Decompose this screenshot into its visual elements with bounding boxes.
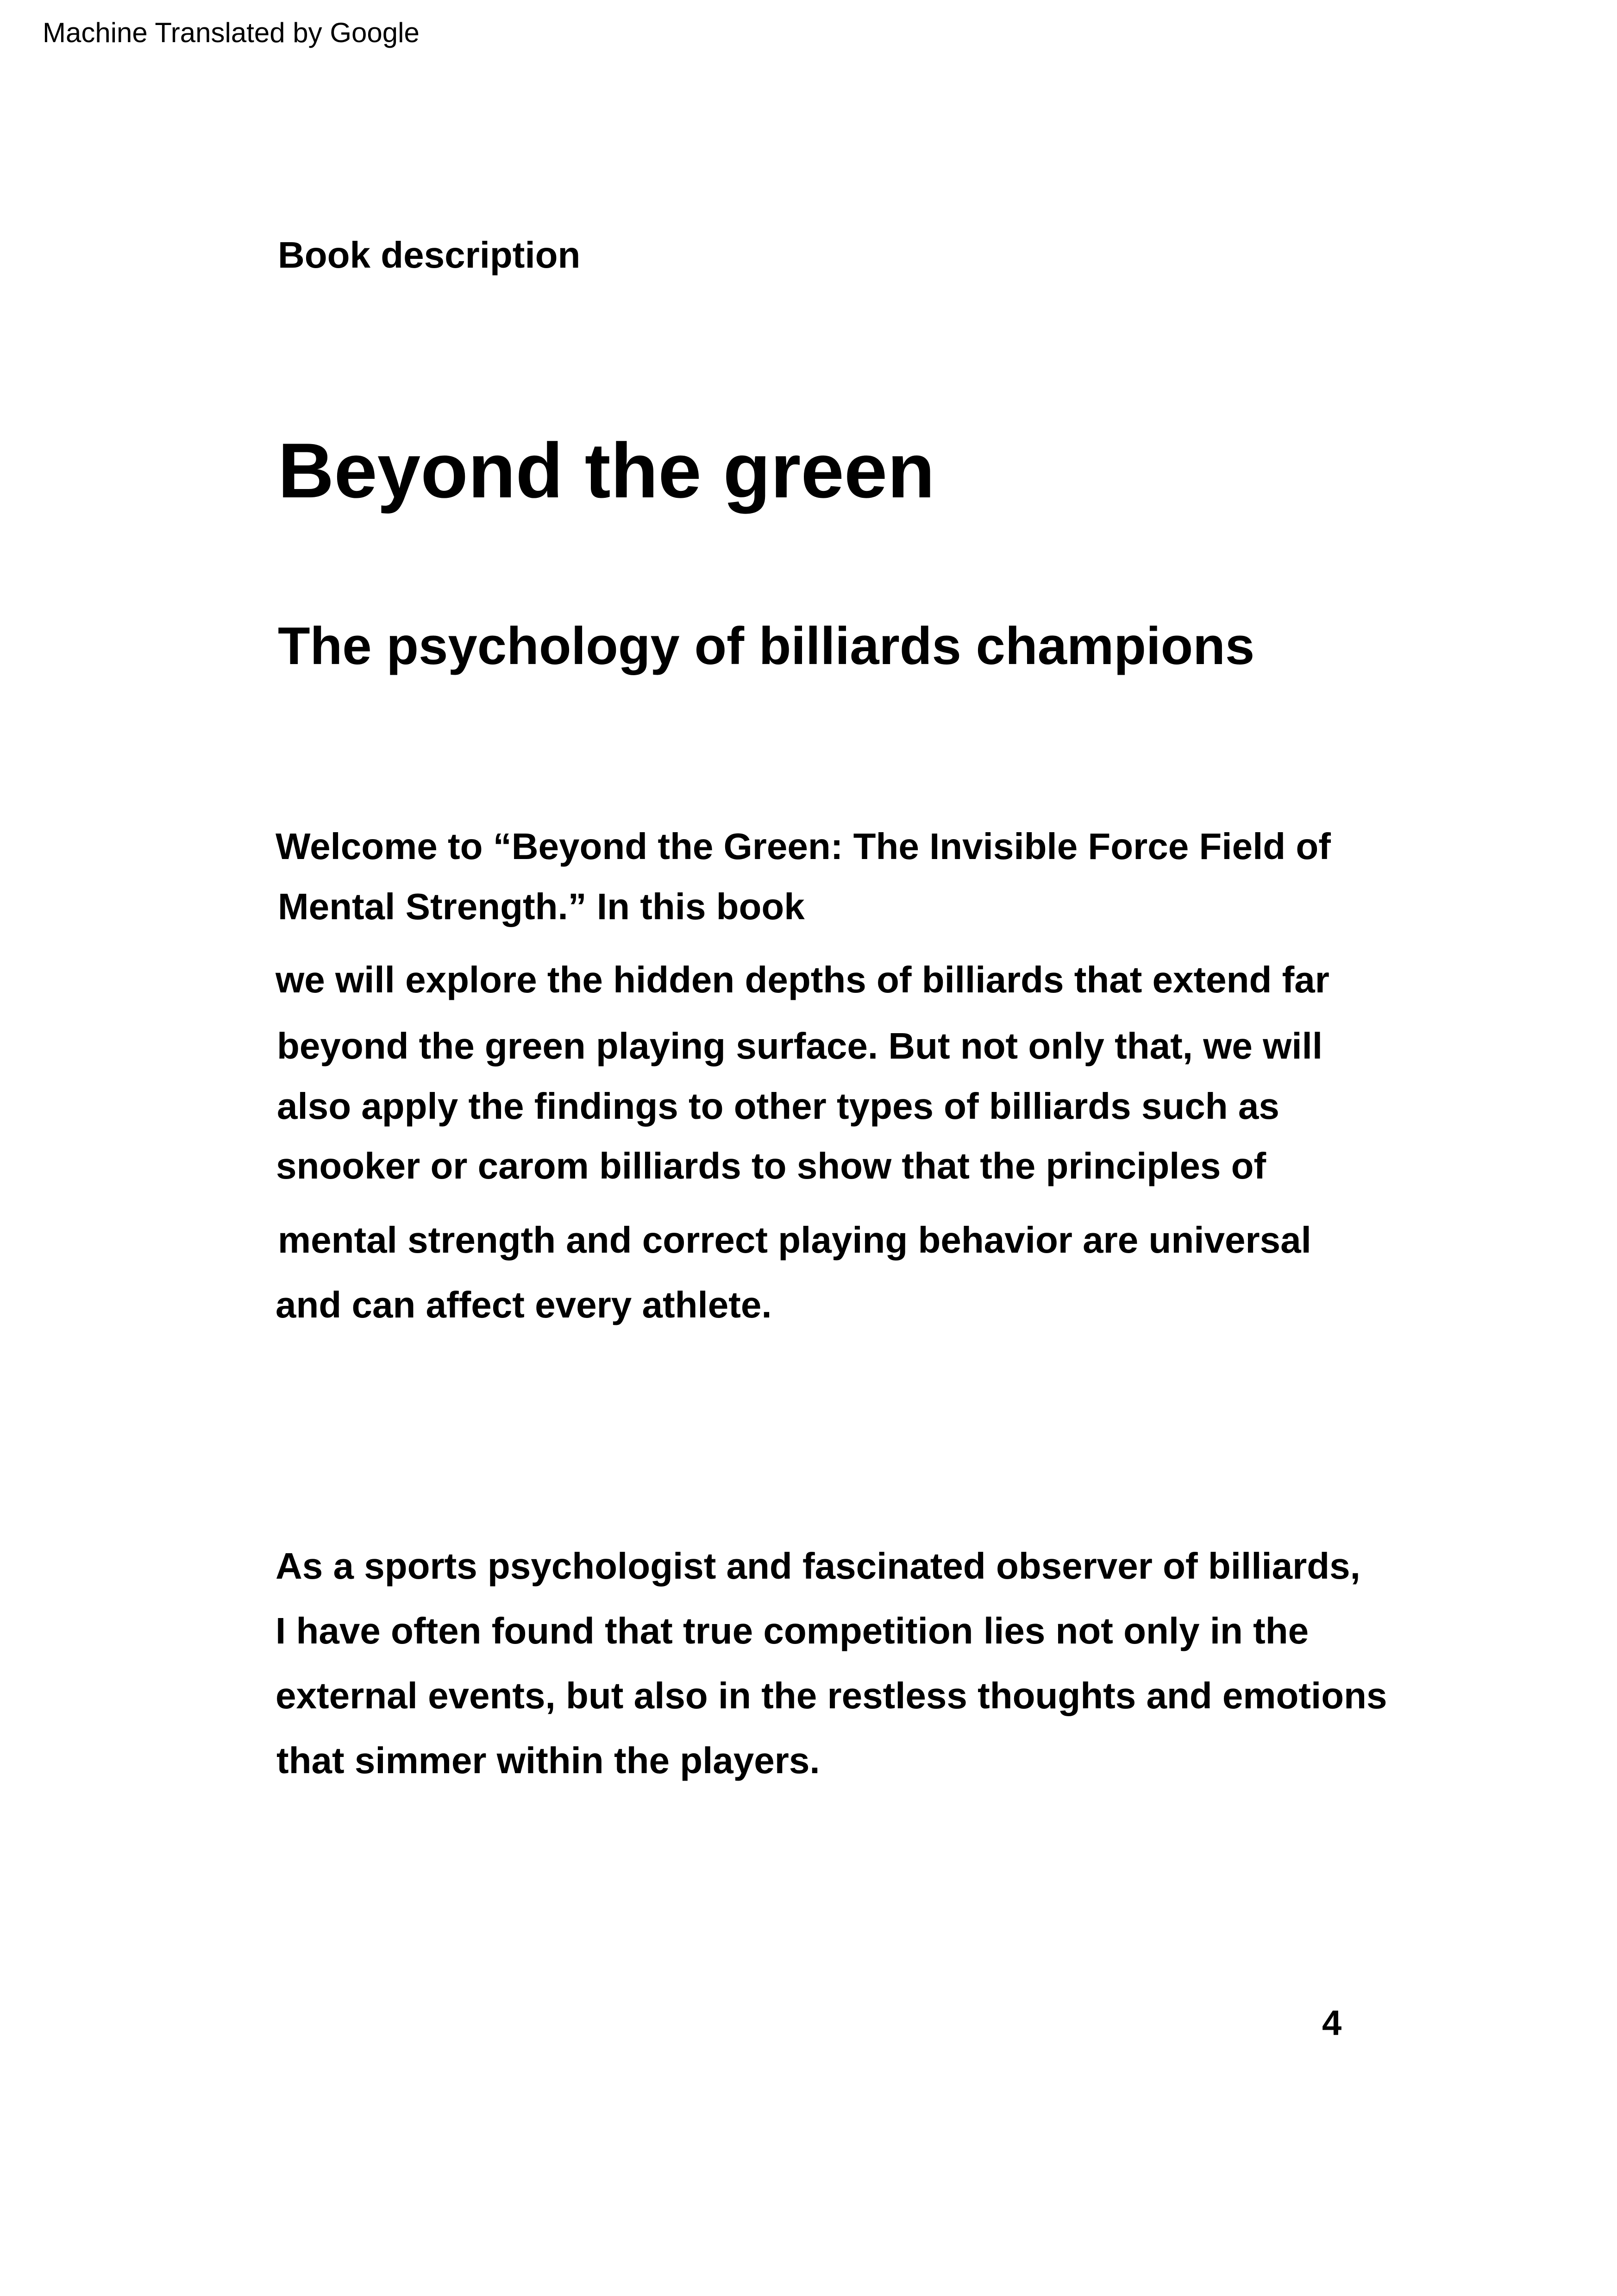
text-line: and can affect every athlete.: [276, 1284, 772, 1325]
book-subtitle: The psychology of billiards champions: [278, 617, 1255, 676]
text-line: also apply the findings to other types of billiards such as: [277, 1085, 1279, 1127]
book-title: Beyond the green: [278, 427, 935, 514]
text-line: beyond the green playing surface. But not only that, we will: [277, 1025, 1323, 1066]
text-line: external events, but also in the restless thoughts and emotions: [276, 1675, 1387, 1716]
text-line: snooker or carom billiards to show that the principles of: [276, 1145, 1266, 1186]
machine-translation-banner: Machine Translated by Google: [43, 17, 420, 48]
text-line: Mental Strength.” In this book: [278, 886, 805, 927]
section-label: Book description: [278, 234, 581, 276]
text-line: we will explore the hidden depths of billiards that extend far: [276, 959, 1329, 1000]
text-line: As a sports psychologist and fascinated observer of billiards,: [276, 1545, 1360, 1587]
text-line: that simmer within the players.: [276, 1740, 820, 1781]
text-line: I have often found that true competition lies not only in the: [276, 1610, 1309, 1651]
text-line: Welcome to “Beyond the Green: The Invisible Force Field of: [276, 826, 1331, 867]
page-number: 4: [1322, 2003, 1342, 2043]
text-line: mental strength and correct playing behavior are universal: [278, 1219, 1311, 1261]
